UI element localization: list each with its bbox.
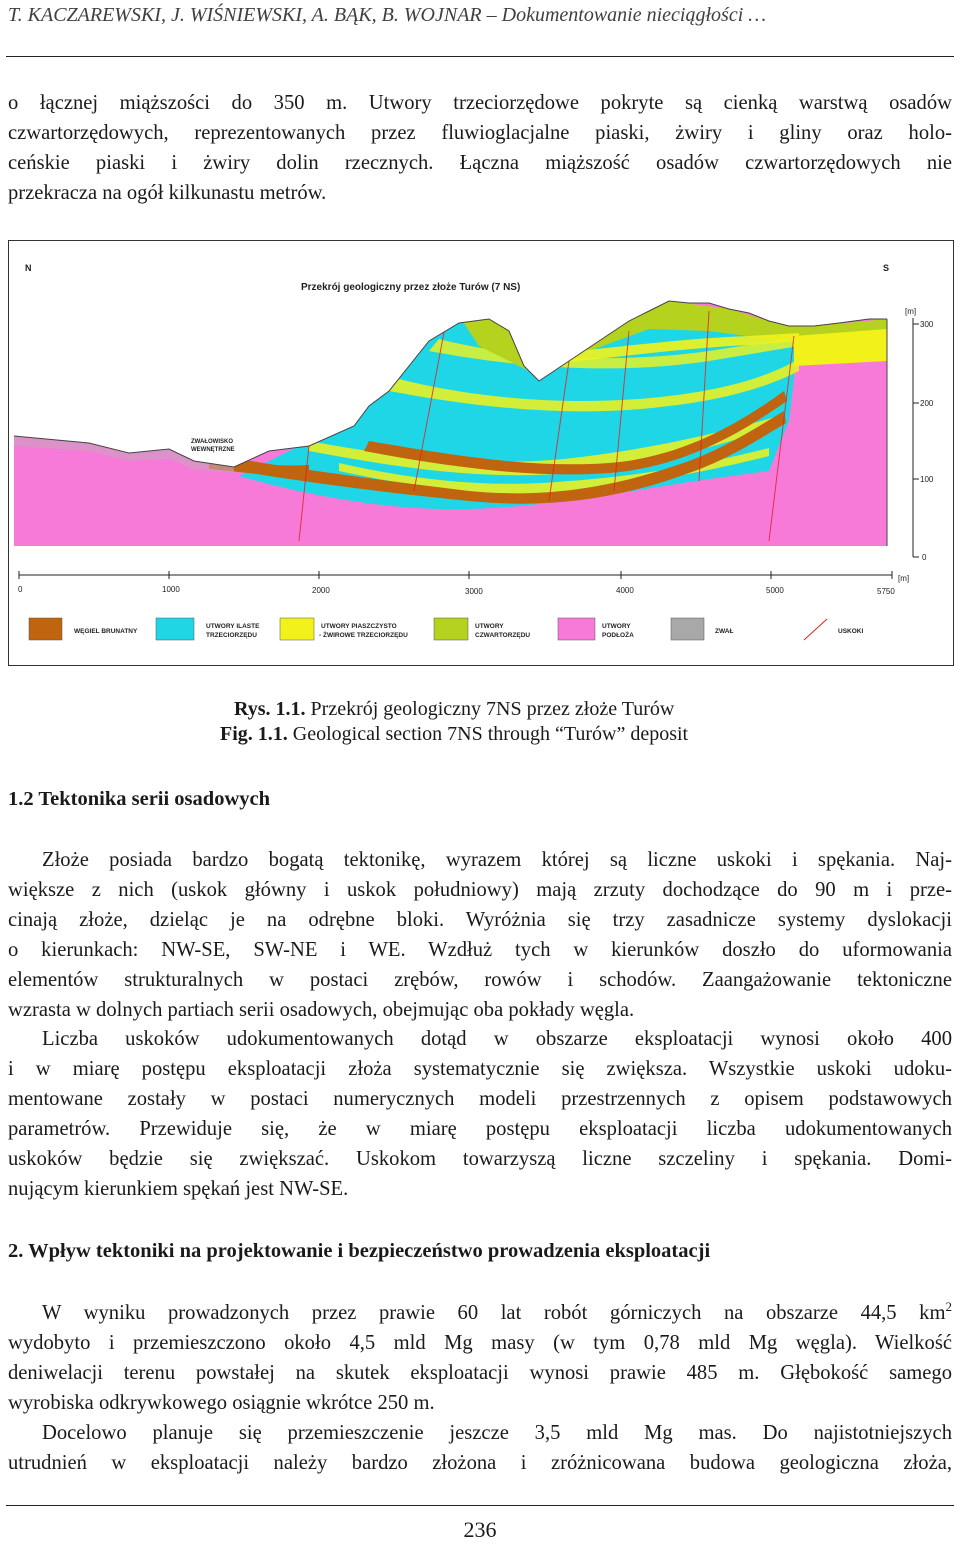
legend-label: UTWORY ILASTE [206,623,260,630]
x-tick: 0 [18,585,23,594]
text-line: uskoków będzie się zwiększać. Uskokom towarzyszą liczne szczeliny i spękania. Domi- [8,1148,952,1170]
legend-label: UTWORY [475,623,504,630]
superscript: 2 [945,1299,952,1315]
figure-caption-pl [234,698,674,721]
caption-text: Geological section 7NS through “Turów” deposit [292,723,689,745]
legend-label: - ŻWIROWE TRZECIORZĘDU [319,632,408,639]
section-heading: 2. Wpływ tektoniki na projektowanie i bezpieczeństwo prowadzenia eksploatacji [8,1240,711,1262]
y-tick: 100 [920,475,934,484]
text-line: elementów strukturalnych w postaci zrębów, rowów i schodów. Zaangażowanie tektoniczne [8,969,952,991]
legend-label: WĘGIEL BRUNATNY [74,628,138,635]
dump-label-2: WEWNĘTRZNE [191,447,235,453]
text-line: Docelowo planuje się przemieszczenie jeszcze 3,5 mld Mg mas. Do najistotniejszych [42,1422,952,1444]
text-line: Złoże posiada bardzo bogatą tektonikę, wyrazem której są liczne uskoki i spękania. Naj- [42,849,952,871]
text-line: większe z nich (uskok główny i uskok południowy) mają zrzuty dochodzące do 90 m i prze- [8,879,952,901]
text-line: ceńskie piaski i żwiry dolin rzecznych. Łączna miąższość osadów czwartorzędowych nie [8,152,952,174]
x-tick: 2000 [312,586,330,595]
text-line: mentowane zostały w postaci numerycznych modeli przestrzennych z opisem podstawowych [8,1088,952,1110]
figure-caption-en [220,723,688,746]
legend-swatch-clay [156,618,194,640]
running-header: T. KACZAREWSKI, J. WIŚNIEWSKI, A. BĄK, B. WOJNAR – Dokumentowanie nieciągłości … [8,4,767,26]
y-axis [905,307,934,562]
header-rule [6,56,954,57]
text-line: deniwelacji terenu powstałej na skutek eksploatacji wynosi prawie 485 m. Głębokość samego [8,1362,952,1384]
y-tick: 300 [920,320,934,329]
x-tick: 5000 [766,586,784,595]
legend-swatch-quaternary [434,618,468,640]
figure-title: Przekrój geologiczny przez złoże Turów (7 NS) [301,282,521,293]
text-line: Liczba uskoków udokumentowanych dotąd w obszarze eksploatacji wynosi około 400 [42,1028,952,1050]
text-line: czwartorzędowych, reprezentowanych przez fluwioglacjalne piaski, żwiry i gliny oraz holo- [8,122,952,144]
text-run: W wyniku prowadzonych przez prawie 60 lat robót górniczych na obszarze 44,5 km [42,1302,946,1324]
legend-label: TRZECIORZĘDU [206,632,257,639]
text-line: nującym kierunkiem spękań jest NW-SE. [8,1178,349,1200]
footer-rule [6,1505,954,1506]
y-tick: 200 [920,399,934,408]
y-unit: [m] [905,307,917,316]
legend-label: ZWAŁ [715,628,734,635]
north-label: N [25,263,32,273]
legend-label: UTWORY PIASZCZYSTO [321,623,397,630]
text-line: przekracza na ogół kilkunastu metrów. [8,182,327,204]
legend-swatch-coal [29,618,62,640]
text-line [42,1298,952,1328]
text-line: i w miarę postępu eksploatacji złoża systematycznie się zwiększa. Wszystkie uskoki udoku- [8,1058,952,1080]
south-label: S [883,263,890,273]
geological-section-figure [8,240,954,666]
legend-swatch-dump [671,618,704,640]
legend-swatch-sand [280,618,314,640]
text-line: o kierunkach: NW-SE, SW-NE i WE. Wzdłuż tych w kierunków doszło do uformowania [8,939,952,961]
text-line: cinają złoże, dzieląc je na odrębne bloki. Wyróżnia się trzy zasadnicze systemy dyslokacji [8,909,952,931]
x-tick: 5750 [877,587,895,596]
text-line: utrudnień w eksploatacji należy bardzo złożona i zróżnicowana budowa geologiczna złoża, [8,1452,952,1474]
legend-label: UTWORY [602,623,631,630]
x-unit: [m] [898,574,910,583]
dump-label-1: ZWAŁOWISKO [191,439,233,445]
legend-swatch-fault [804,619,827,640]
caption-label: Fig. 1.1. [220,723,288,745]
x-tick: 3000 [465,587,483,596]
y-tick: 0 [922,553,927,562]
text-line: o łącznej miąższości do 350 m. Utwory trzeciorzędowe pokryte są cienką warstwą osadów [8,92,952,114]
text-line: wzrasta w dolnych partiach serii osadowych, obejmując oba pokłady węgla. [8,999,635,1021]
legend [29,618,863,640]
x-axis [18,571,909,596]
section-heading: 1.2 Tektonika serii osadowych [8,788,270,810]
legend-label: CZWARTORZĘDU [475,632,531,639]
text-line: wyrobiska odkrywkowego osiągnie wkrótce 250 m. [8,1392,435,1414]
x-tick: 1000 [162,585,180,594]
legend-label: USKOKI [838,628,864,635]
legend-swatch-bedrock [558,618,595,640]
page-number: 236 [463,1517,497,1542]
text-line: parametrów. Przewiduje się, że w miarę postępu eksploatacji liczba udokumentowanych [8,1118,952,1140]
caption-label: Rys. 1.1. [234,698,306,720]
legend-label: PODŁOŻA [602,632,634,639]
geological-section-svg [9,241,952,664]
x-tick: 4000 [616,586,634,595]
caption-text: Przekrój geologiczny 7NS przez złoże Turów [310,698,675,720]
text-line: wydobyto i przemieszczono około 4,5 mld Mg masy (w tym 0,78 mld Mg węgla). Wielkość [8,1332,952,1354]
